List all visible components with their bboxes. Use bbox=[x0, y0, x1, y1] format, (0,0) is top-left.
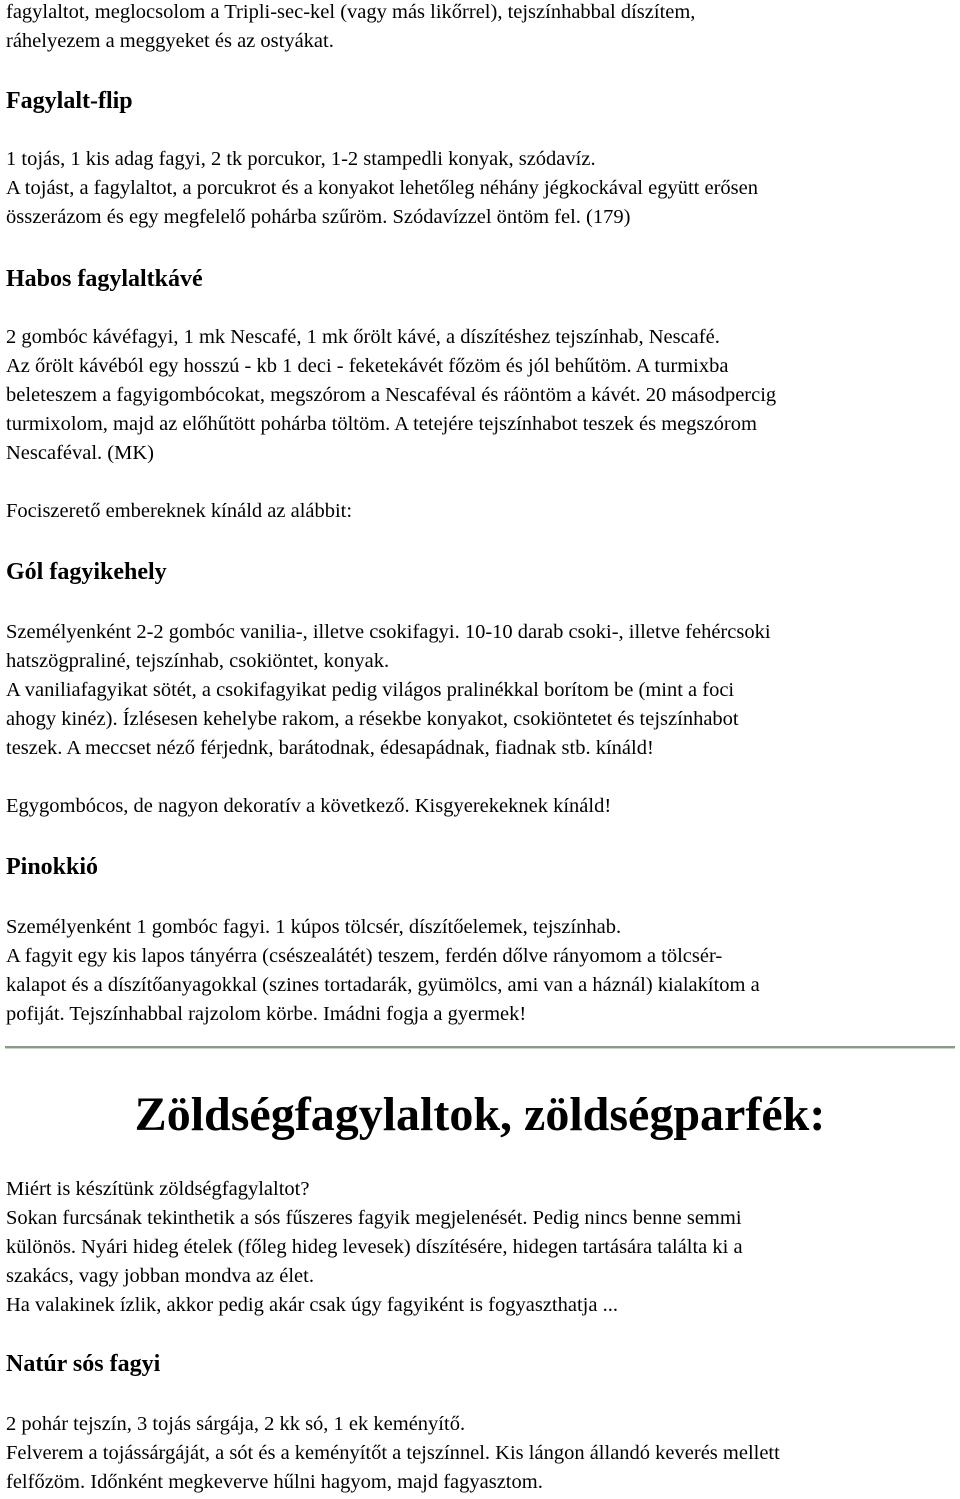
habos-heading: Habos fagylaltkávé bbox=[6, 266, 203, 292]
pinokkio-line-3: kalapot és a díszítőanyagokkal (szines tortadarák, gyümölcs, ami van a háznál) kialakítom a bbox=[6, 974, 760, 996]
gol-heading: Gól fagyikehely bbox=[6, 559, 167, 585]
gol-line-2: hatszögpraliné, tejszínhab, csokiöntet, konyak. bbox=[6, 650, 390, 672]
habos-line-4: turmixolom, majd az előhűtött pohárba töltöm. A tetejére tejszínhabot teszek és megszórom bbox=[6, 413, 757, 435]
gol-line-1: Személyenként 2-2 gombóc vanilia-, illetve csokifagyi. 10-10 darab csoki-, illetve fehércsoki bbox=[6, 621, 771, 643]
pinokkio-line-2: A fagyit egy kis lapos tányérra (csészealátét) teszem, ferdén dőlve rányomom a tölcsér- bbox=[6, 945, 723, 967]
zoldseg-line-2: Sokan furcsának tekinthetik a sós fűszeres fagyik megjelenését. Pedig nincs benne semmi bbox=[6, 1207, 742, 1229]
foci-intro: Fociszerető embereknek kínáld az alábbit: bbox=[6, 500, 353, 522]
zoldseg-heading: Zöldségfagylaltok, zöldségparfék: bbox=[134, 1088, 826, 1141]
zoldseg-line-1: Miért is készítünk zöldségfagylaltot? bbox=[6, 1178, 310, 1200]
habos-line-3: beleteszem a fagyigombócokat, megszórom a Nescaféval és ráöntöm a kávét. 20 másodpercig bbox=[6, 384, 777, 406]
egygomb-line: Egygombócos, de nagyon dekoratív a következő. Kisgyerekeknek kínáld! bbox=[6, 795, 612, 817]
intro-line-1: fagylaltot, meglocsolom a Tripli-sec-kel (vagy más likőrrel), tejszínhabbal díszítem, bbox=[6, 1, 696, 23]
flip-line-2: A tojást, a fagylaltot, a porcukrot és a konyakot lehetőleg néhány jégkockával együtt erősen bbox=[6, 177, 758, 199]
pinokkio-line-1: Személyenként 1 gombóc fagyi. 1 kúpos tölcsér, díszítőelemek, tejszínhab. bbox=[6, 916, 622, 938]
gol-line-4: ahogy kinéz). Ízlésesen kehelybe rakom, a résekbe konyakot, csokiöntetet és tejszínhabot bbox=[6, 708, 739, 730]
habos-line-1: 2 gombóc kávéfagyi, 1 mk Nescafé, 1 mk őrölt kávé, a díszítéshez tejszínhab, Nescafé. bbox=[6, 326, 720, 348]
habos-line-2: Az őrölt kávéból egy hosszú - kb 1 deci - feketekávét főzöm és jól behűtöm. A turmixba bbox=[6, 355, 729, 377]
flip-line-1: 1 tojás, 1 kis adag fagyi, 2 tk porcukor, 1-2 stampedli konyak, szódavíz. bbox=[6, 148, 596, 170]
flip-line-3: összerázom és egy megfelelő pohárba szűröm. Szódavízzel öntöm fel. (179) bbox=[6, 206, 631, 228]
natur-line-1: 2 pohár tejszín, 3 tojás sárgája, 2 kk só, 1 ek keményítő. bbox=[6, 1413, 466, 1435]
flip-heading: Fagylalt-flip bbox=[6, 88, 133, 114]
gol-line-3: A vaniliafagyikat sötét, a csokifagyikat pedig világos pralinékkal borítom be (mint a foci bbox=[6, 679, 735, 701]
zoldseg-line-3: különös. Nyári hideg ételek (főleg hideg levesek) díszítésére, hidegen tartására találta ki a bbox=[6, 1236, 743, 1258]
horizontal-rule bbox=[5, 1046, 955, 1049]
natur-heading: Natúr sós fagyi bbox=[6, 1351, 161, 1377]
gol-line-5: teszek. A meccset néző férjednk, barátodnak, édesapádnak, fiadnak stb. kínáld! bbox=[6, 737, 654, 759]
zoldseg-line-5: Ha valakinek ízlik, akkor pedig akár csak úgy fagyiként is fogyaszthatja ... bbox=[6, 1294, 618, 1316]
pinokkio-heading: Pinokkió bbox=[6, 854, 99, 880]
intro-line-2: ráhelyezem a meggyeket és az ostyákat. bbox=[6, 30, 334, 52]
habos-line-5: Nescaféval. (MK) bbox=[6, 442, 154, 464]
natur-line-3: felfőzöm. Időnként megkeverve hűlni hagyom, majd fagyasztom. bbox=[6, 1471, 543, 1493]
pinokkio-line-4: pofiját. Tejszínhabbal rajzolom körbe. Imádni fogja a gyermek! bbox=[6, 1003, 527, 1025]
zoldseg-line-4: szakács, vagy jobban mondva az élet. bbox=[6, 1265, 314, 1287]
natur-line-2: Felverem a tojássárgáját, a sót és a keményítőt a tejszínnel. Kis lángon állandó keverés mellett bbox=[6, 1442, 780, 1464]
